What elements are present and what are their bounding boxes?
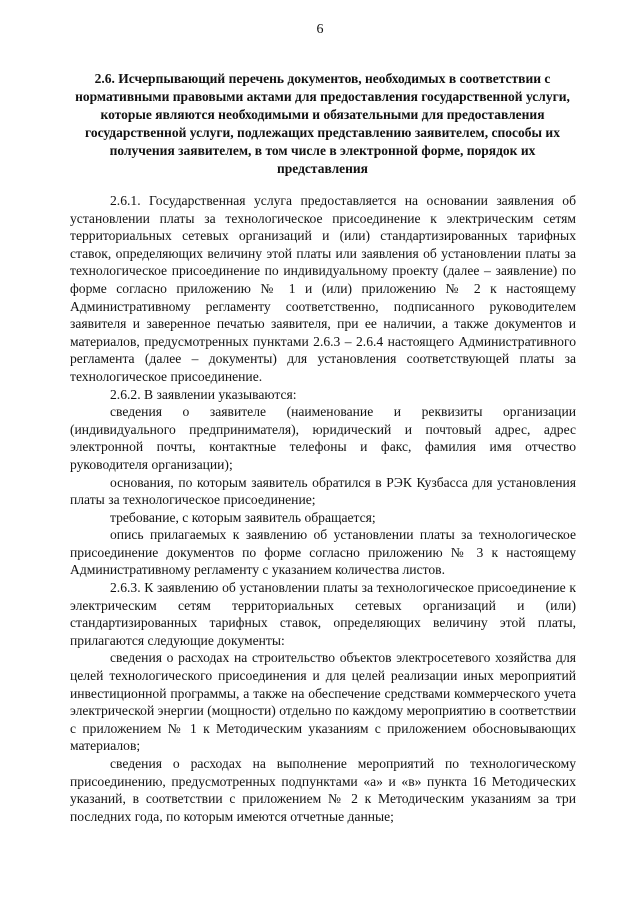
list-item-construction-costs: сведения о расходах на строительство объектов электросетевого хозяйства для целей технологического присоединения и для целей реализации иных мероприятий инвестиционной программы, а также на обеспечение средствами коммерческого учета электрической энергии (мощности) отдельно по каждому мероприятию в соответствии с приложением № 1 к Методическим указаниям с приложением обосновывающих материалов;: [70, 650, 576, 754]
section-heading: 2.6. Исчерпывающий перечень документов, необходимых в соответствии с нормативными правовыми актами для предоставления государственной услуги, которые являются необходимыми и обязательными для предоставления государственной услуги, подлежащих представлению заявителем, способы их получения заявителем, в том числе в электронной форме, порядок их представления: [75, 71, 570, 176]
paragraph-2-6-2: 2.6.2. В заявлении указываются:: [110, 386, 297, 402]
list-item-applicant-info: сведения о заявителе (наименование и реквизиты организации (индивидуального предпринимателя), юридический и почтовый адрес, адрес электронной почты, контактные телефоны и факс, фамилия имя отчество руководителя организации);: [70, 404, 576, 472]
paragraph-2-6-1: 2.6.1. Государственная услуга предоставляется на основании заявления об установлении платы за технологическое присоединение к электрическим сетям территориальных сетевых организаций и (или) стандартизированных тарифных ставок, определяющих величину этой платы или заявления об установлении платы за технологическое присоединение по индивидуальному проекту (далее – заявление) по форме согласно приложению № 1 и (или) приложению № 2 к настоящему Административному регламенту соответственно, подписанного руководителем заявителя и заверенное печатью заявителя, при ее наличии, а также документов и материалов, предусмотренных пунктами 2.6.3 – 2.6.4 настоящего Административного регламента (далее – документы) для установления соответствующей платы за технологическое присоединение.: [70, 193, 576, 384]
page-number: 6: [316, 22, 324, 37]
list-item-grounds: основания, по которым заявитель обратился в РЭК Кузбасса для установления платы за технологическое присоединение;: [70, 474, 576, 508]
list-item-inventory: опись прилагаемых к заявлению об установлении платы за технологическое присоединение документов по форме согласно приложению № 3 к настоящему Административному регламенту с указанием количества листов.: [70, 527, 576, 578]
paragraph-2-6-3: 2.6.3. К заявлению об установлении платы за технологическое присоединение к электрическим сетям территориальных сетевых организаций и (или) стандартизированных тарифных ставок, определяющих величину этой платы, прилагаются следующие документы:: [70, 580, 576, 648]
list-item-connection-costs: сведения о расходах на выполнение мероприятий по технологическому присоединению, предусмотренных подпунктами «а» и «в» пункта 16 Методических указаний, в соответствии с приложением № 2 к Методическим указаниям за три последних года, по которым имеются отчетные данные;: [70, 756, 576, 824]
list-item-requirement: требование, с которым заявитель обращается;: [110, 509, 376, 525]
document-body: [70, 192, 576, 825]
